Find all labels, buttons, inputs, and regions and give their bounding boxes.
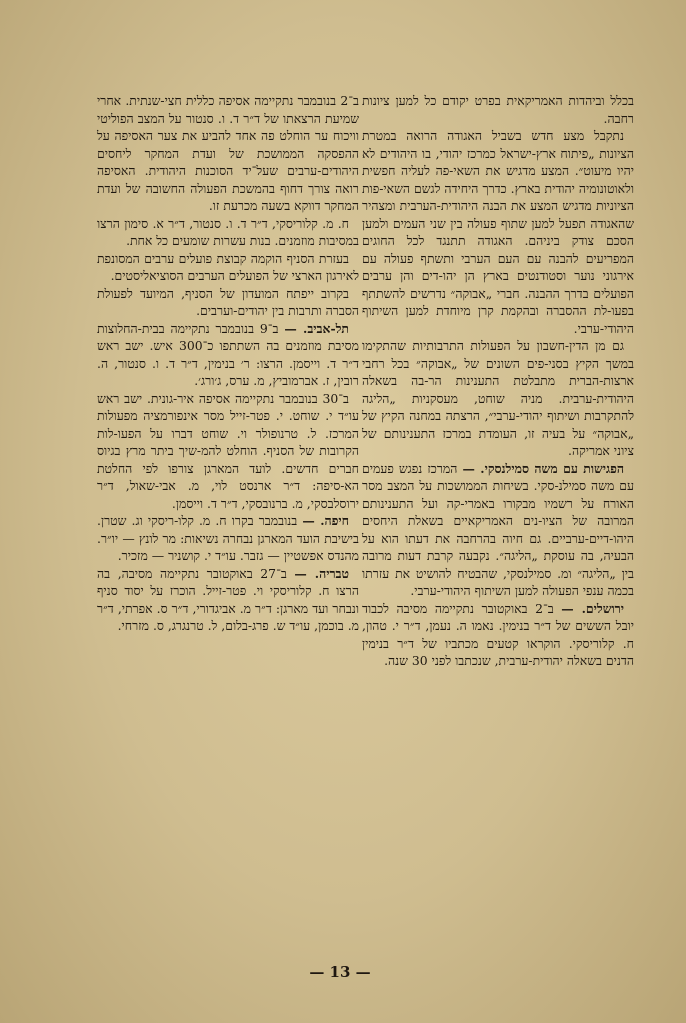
paragraph: [97, 215, 359, 250]
section-smilansky: [362, 460, 634, 600]
section-heading: הפגישות עם משה סמילנסקי. —: [462, 460, 624, 476]
section-tel-aviv: [97, 320, 359, 390]
paragraph-text: גם מן הדין-חשבון על הפעולות התרבותיות שהתקימו במשך הקיץ בסני-פים השונים של „אבוקה״ בכל רחבי ארצות-הברית מתבלטת התענינות הר-בה בשאלה היהודית-ערבית. מניה שוחט, מעסקניות „הליגה להתקרבות ושיתוף יהודי-ערבי״, הרצתה במחנה הקיץ של „אבוקה״ על בעיה זו, העומדת במרכז התענינותם של ציוני אמריקה.: [362, 338, 634, 458]
section-heading: תל-אביב. —: [284, 320, 349, 336]
page-number: — 13 —: [309, 963, 371, 981]
paragraph-text: בנובמבר בקרו ח. מ. קלו-ריסקי וג. שטרן. בישיבת הועד המארגן נבחרה נשיאות: מר לונץ — יו״ר. מהנדס אפשטיין — גזבר. עו״ד י. קושניר — מזכיר.: [97, 513, 359, 563]
paragraph-text: נתקבל מצע חדש בשביל האגודה הרואה במטרת הציונות „פיתוח ארץ-ישראל כמרכז יהודי, בו היהודים לא יהיו מיעוט״. המצע מדגיש את השאי-פה לעליה חפשית ולאוטונומיה יהודית בארץ. כדרך היחידה לגשם השאי-פות הציוניות מדגיש המצע את הבנה היהודית-הערבית ומצהיר שהאגודה תפעל למען שתוף פעולה בין שני העמים ולמען הסכם צודק ביניהם. האגודה תתנגד לכל החוגים המפריעים להבנה עם העם הערבי ותשתף פעולה עם אירגוני נוער וסטודנטים בארץ הן יהו-דים והן ערבים הפועלים בדרך ההבנה. חברי „אבוקה״ נדרשים להשתתף בפעו-לת ההסברה ובהקמת קרן מיוחדת למען השיתוף היהודי-ערבי.: [362, 128, 634, 336]
paragraph: [362, 127, 634, 337]
paragraph-text: ב־27 באוקטובר נתקיימה מסיבה, בה הרצו ח. קלוריסקי וי. פטר-זייל. הוכרז על יסוד סניף ונבחר ועד מארגן: ד״ר מ. אביגדורי, ד״ר ס. אפרתי, ד״ר מ. בוכמן, עו״ד ש. פרג-בלום, ל. טרנגרג, ס. מזרחי.: [97, 565, 359, 633]
paragraph: [97, 250, 359, 285]
paragraph-text: ח. מ. קלוריסקי, ד״ר ד. ו. סנטור, ד״ר א. סימון הרצו במסיבות מוזמנים. בנות עשרות שומעים כל אחת.: [97, 215, 359, 248]
paragraph-text: ב־2 בנובמבר נתקיימה אסיפה כללית חצי-שנתית. אחרי שמיעת הרצאתו של ד״ר ד. ו. סנטור על המצב הפוליטי וויכוח ער הוחלט פה אחד להביע את צער האסיפה על ההפסקה הממושכת של ועדת המחקר ליחסים היהודים-ערבים שעל־יד הסוכנות היהודית. האסיפה רואה צורך דחוף בהמשכת הפעולה החשובה של ועדת המחקר דווקא בשעה מכרעת זו.: [97, 93, 359, 213]
paragraph-text: ב־9 בנובמבר נתקיימה בבית-החלוצות מסיבת מוזמנים בה השתתפו כ־300 איש. ישב ראש ד״ר ד. וייסמן. הרצו: ר׳ בנימין, ד״ר ד. ו. סנטור, ה. רובין, ז. אברמוביץ, מ. ערס, ג׳ורג׳.: [97, 320, 359, 388]
paragraph: [97, 390, 359, 513]
paragraph: [362, 92, 634, 127]
paragraph: [362, 337, 634, 460]
section-heading: ירושלים. —: [561, 600, 624, 616]
section-heading: טבריה. —: [294, 565, 350, 581]
paragraph: [97, 285, 359, 320]
paragraph-text: בקרוב ייפתח המועדון של הסניף, המיועד לפעולת הסברה ותרבות בין יהודים-וערבים.: [97, 285, 359, 318]
paragraph-text: בכלל וביהדות האמריקאית בפרט יקודם כל למען ציונות רחבה.: [362, 93, 634, 126]
right-column: [362, 92, 634, 670]
paragraph: [97, 92, 359, 215]
left-column: [97, 92, 359, 635]
paragraph-text: המרכז נפגש פעמים עם משה סמילנ-סקי. בשיחות הממושכות על המצב מסר האורח על רשמיו מבקורו באמרי-קה ועל התענינותם המרובה של הציו-נים האמריקאיים בשאלת היחסים היהו-דיים-ערביים. גם חיוה בהרחבה את דעתו הוא על הבעיה, בה עוסקת „הליגה״. נקבעה קרבת דעות מרובה בין „הליגה״ ומ. סמילנסקי, שהבטיח להושיט את עזרתו בכמה ענפי הפעולה למען השיתוף היהודי-ערבי.: [362, 460, 634, 598]
section-jerusalem: [362, 600, 634, 670]
paragraph-text: ב־30 בנובמבר נתקיימה אסיפה איר-גונית. ישב ראש עו״ד י. שוחט. י. פטר-זייל מסר אינפורמציה מפעולות המרכז. ל. טרנופולר וי. שוחט דברו על הפעו-לות הקרובות של הסניף. הוחלט להמ-שיך ביתר מרץ בגיוס חברים חדשים. לועד המארגן צורפו לפי החלטת הא-סיפה: ד״ר ארנסט לוי, מ. אבי-שאול, ד״ר ירוסלבסקי, מ. ברנובסקי, ד״ר ד. וייסמן.: [97, 390, 359, 511]
paragraph-text: בעזרת הסניף הוקמה קבוצת פועלים ערבים המסונפת לאירגון הארצי של הפועלים הערבים הסוציאליסטים.: [97, 250, 359, 283]
section-heading: חיפה. —: [302, 513, 349, 528]
section-tiberias: [97, 565, 359, 635]
paragraph-text: ב־2 באוקטובר נתקיימה מסיבה לכבוד יובל הששים של ד״ר בנימין. נאמו ה. נעמן, ד״ר י. טהון, ח. קלוריסקי. הוקראו קטעים מכתביו של ד״ר בנימין הדנים בשאלה יהודית-ערבית, שנכתבו לפני 30 שנה.: [362, 600, 634, 668]
section-haifa: [97, 512, 359, 565]
